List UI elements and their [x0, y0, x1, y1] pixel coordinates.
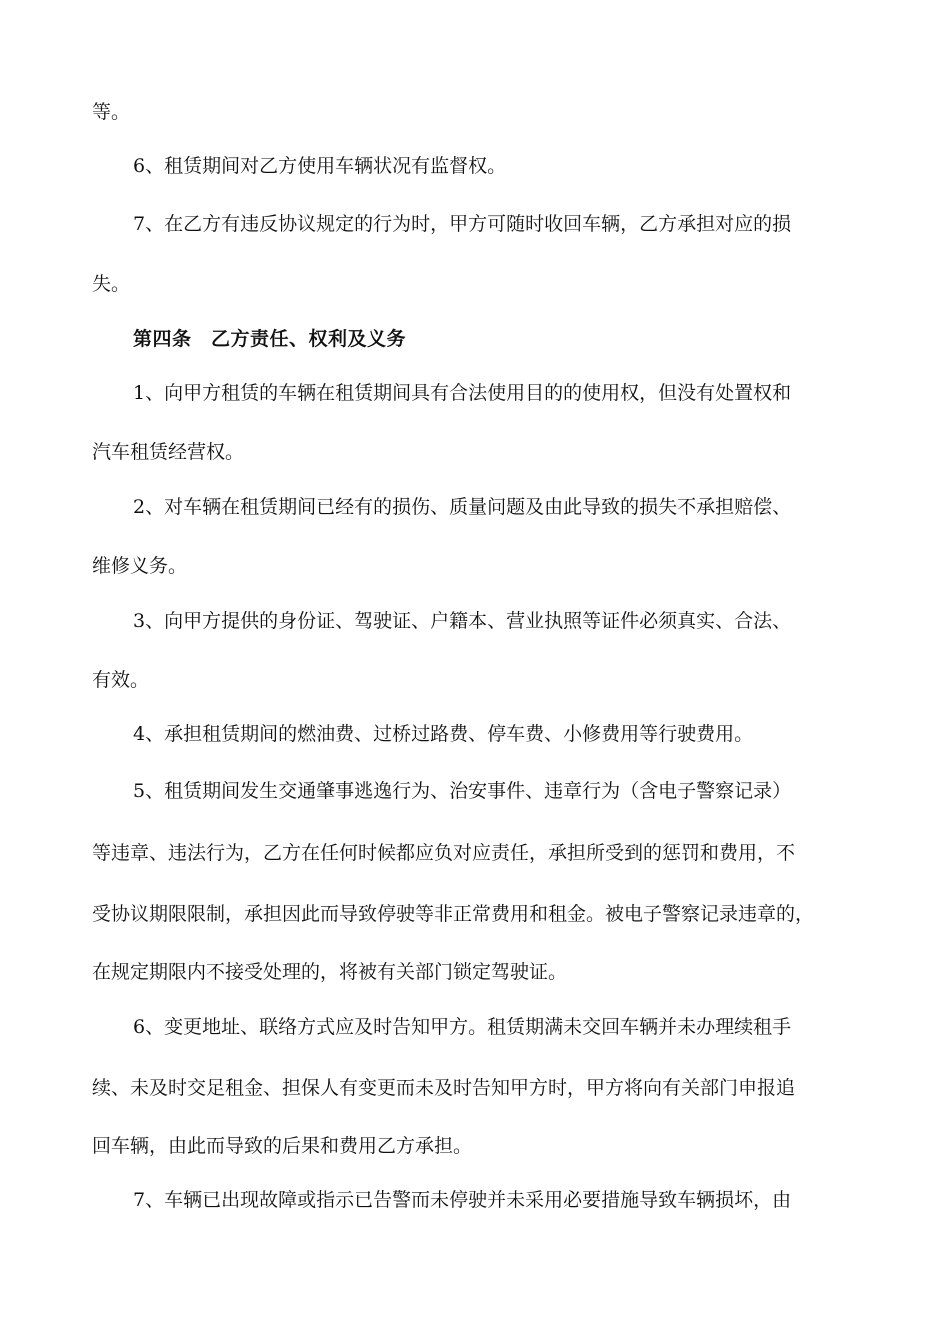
- text-line: 等。: [92, 101, 131, 123]
- text-line: 7、车辆已出现故障或指示已告警而未停驶并未采用必要措施导致车辆损坏，由: [133, 1189, 792, 1211]
- text-line: 5、租赁期间发生交通肇事逃逸行为、治安事件、违章行为（含电子警察记录）: [133, 780, 792, 802]
- text-line: 6、租赁期间对乙方使用车辆状况有监督权。: [133, 155, 507, 177]
- text-line: 2、对车辆在租赁期间已经有的损伤、质量问题及由此导致的损失不承担赔偿、: [133, 496, 792, 518]
- text-line: 7、在乙方有违反协议规定的行为时，甲方可随时收回车辆，乙方承担对应的损: [133, 213, 792, 235]
- text-line: 4、承担租赁期间的燃油费、过桥过路费、停车费、小修费用等行驶费用。: [133, 723, 754, 745]
- text-line: 在规定期限内不接受处理的，将被有关部门锁定驾驶证。: [92, 961, 568, 983]
- text-line: 维修义务。: [92, 555, 188, 577]
- text-line: 失。: [92, 273, 131, 295]
- text-line: 3、向甲方提供的身份证、驾驶证、户籍本、营业执照等证件必须真实、合法、: [133, 610, 792, 632]
- text-line: 有效。: [92, 669, 150, 691]
- text-line: 回车辆，由此而导致的后果和费用乙方承担。: [92, 1135, 473, 1157]
- text-line: 续、未及时交足租金、担保人有变更而未及时告知甲方时，甲方将向有关部门申报追: [92, 1077, 796, 1099]
- text-line: 受协议期限限制，承担因此而导致停驶等非正常费用和租金。被电子警察记录违章的，: [92, 903, 815, 925]
- section-heading: 第四条 乙方责任、权利及义务: [133, 328, 407, 350]
- text-line: 等违章、违法行为，乙方在任何时候都应负对应责任，承担所受到的惩罚和费用，不: [92, 842, 796, 864]
- text-line: 6、变更地址、联络方式应及时告知甲方。租赁期满未交回车辆并未办理续租手: [133, 1016, 792, 1038]
- text-line: 1、向甲方租赁的车辆在租赁期间具有合法使用目的的使用权，但没有处置权和: [133, 382, 792, 404]
- text-line: 汽车租赁经营权。: [92, 441, 245, 463]
